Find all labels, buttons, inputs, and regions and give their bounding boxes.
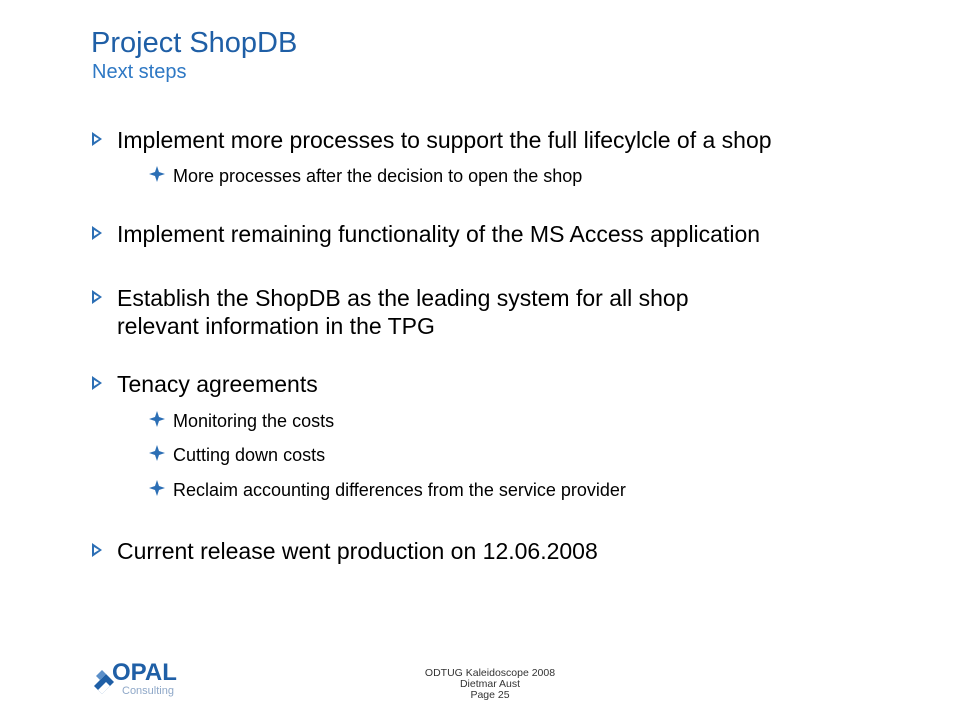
bullet-item <box>90 220 760 248</box>
bullet-item <box>90 126 772 154</box>
footer-page-number: Page 25 <box>470 689 510 701</box>
footer-info <box>400 668 580 701</box>
arrow-bullet-icon <box>90 126 117 152</box>
logo-subword: Consulting <box>122 685 174 697</box>
footer-author: Dietmar Aust <box>459 678 521 690</box>
bullet-item <box>90 284 689 340</box>
diamond-bullet-icon <box>149 166 173 187</box>
diamond-bullet-icon <box>149 445 173 466</box>
bullet-text-line: Establish the ShopDB as the leading system for all shop <box>117 285 689 311</box>
sub-bullet-text: Cutting down costs <box>173 445 326 465</box>
bullet-text: Tenacy agreements <box>117 371 318 397</box>
bullet-text-line: relevant information in the TPG <box>117 313 435 339</box>
arrow-bullet-icon <box>90 220 117 246</box>
bullet-text <box>117 284 689 340</box>
arrow-bullet-icon <box>90 537 117 563</box>
sub-bullet-text: Monitoring the costs <box>173 411 335 431</box>
footer-event: ODTUG Kaleidoscope 2008 <box>424 667 556 679</box>
diamond-bullet-icon <box>149 480 173 501</box>
arrow-bullet-icon <box>90 284 117 310</box>
arrow-bullet-icon <box>90 370 117 396</box>
sub-bullet-text: Reclaim accounting differences from the service provider <box>173 480 626 500</box>
sub-bullet-item <box>149 165 582 187</box>
slide-title: Project ShopDB <box>91 27 298 59</box>
logo-word: OPAL <box>112 659 177 686</box>
diamond-bullet-icon <box>149 411 173 432</box>
opal-consulting-logo <box>92 656 202 702</box>
bullet-text: Implement more processes to support the full lifecylcle of a shop <box>117 127 772 153</box>
sub-bullet-item <box>149 444 325 466</box>
bullet-text: Current release went production on 12.06.2008 <box>117 538 598 564</box>
bullet-item <box>90 537 598 565</box>
sub-bullet-item <box>149 410 334 432</box>
bullet-item <box>90 370 318 398</box>
bullet-text: Implement remaining functionality of the MS Access application <box>117 221 761 247</box>
sub-bullet-text: More processes after the decision to open the shop <box>173 166 583 186</box>
sub-bullet-item <box>149 479 626 501</box>
slide-subtitle: Next steps <box>92 61 187 83</box>
